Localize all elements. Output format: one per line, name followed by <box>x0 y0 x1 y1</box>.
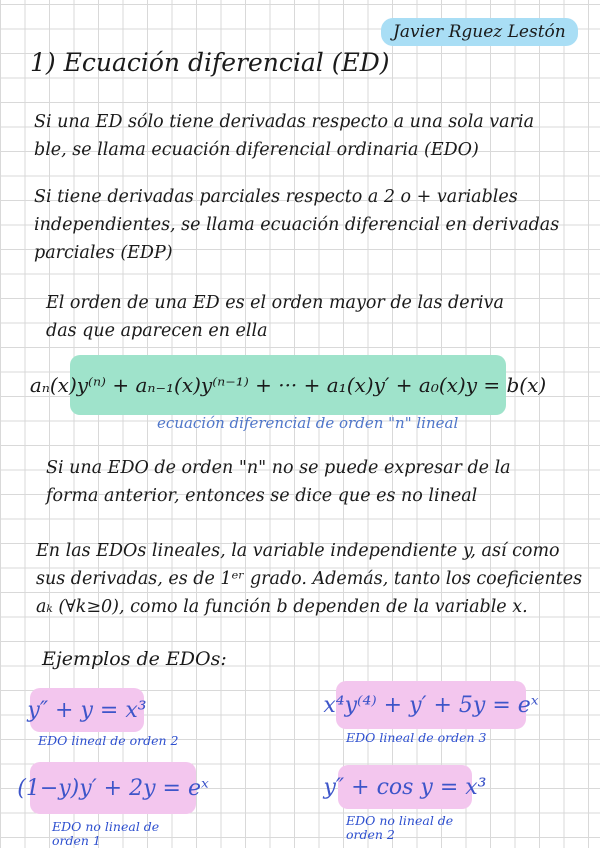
label-line: EDO lineal de orden 3 <box>346 730 487 745</box>
label-line: EDO lineal de orden 2 <box>38 733 179 748</box>
text-line: aₖ (∀k≥0), como la función b dependen de la variable x. <box>36 597 528 617</box>
text-line: Si una ED sólo tiene derivadas respecto a una sola varia <box>34 112 535 132</box>
text-line: Si una EDO de orden "n" no se puede expresar de la <box>46 458 511 478</box>
text-line: En las EDOs lineales, la variable independiente y, así como <box>36 541 560 561</box>
paragraph-edp-definition <box>34 183 594 267</box>
label-line: EDO no lineal de <box>346 813 454 828</box>
paragraph-edo-definition <box>34 108 594 164</box>
linear-edo-caption: ecuación diferencial de orden "n" lineal <box>157 414 459 432</box>
text-line: forma anterior, entonces se dice que es no lineal <box>46 486 478 506</box>
example-formula: y″ + y = x³ <box>30 688 144 732</box>
text-line: El orden de una ED es el orden mayor de las deriva <box>46 293 504 313</box>
example-label <box>52 820 159 848</box>
example-formula: y″ + cos y = x³ <box>338 765 472 809</box>
example-label <box>346 814 453 842</box>
text-line: sus derivadas, es de 1ᵉʳ grado. Además, tanto los coeficientes <box>36 569 583 589</box>
paragraph-linear-properties <box>36 537 596 621</box>
examples-heading: Ejemplos de EDOs: <box>42 648 227 670</box>
paragraph-nonlinear-definition <box>46 454 591 510</box>
author-name: Javier Rguez Lestón <box>381 18 578 46</box>
example-formula: x⁴y⁽⁴⁾ + y′ + 5y = eˣ <box>336 681 526 729</box>
paragraph-order-definition <box>46 289 591 345</box>
label-line: EDO no lineal de <box>52 819 160 834</box>
text-line: independientes, se llama ecuación diferencial en derivadas <box>34 215 560 235</box>
label-line: orden 2 <box>346 827 395 842</box>
example-formula: (1−y)y′ + 2y = eˣ <box>30 762 196 814</box>
example-label <box>38 734 179 748</box>
text-line: Si tiene derivadas parciales respecto a 2 o + variables <box>34 187 518 207</box>
text-line: parciales (EDP) <box>34 243 173 263</box>
linear-edo-formula: aₙ(x)y⁽ⁿ⁾ + aₙ₋₁(x)y⁽ⁿ⁻¹⁾ + ··· + a₁(x)y′ + a₀(x)y = b(x) <box>70 355 506 415</box>
example-label <box>346 731 487 745</box>
text-line: das que aparecen en ella <box>46 321 268 341</box>
text-line: ble, se llama ecuación diferencial ordinaria (EDO) <box>34 140 479 160</box>
page-title: 1) Ecuación diferencial (ED) <box>30 48 390 77</box>
label-line: orden 1 <box>52 833 101 848</box>
